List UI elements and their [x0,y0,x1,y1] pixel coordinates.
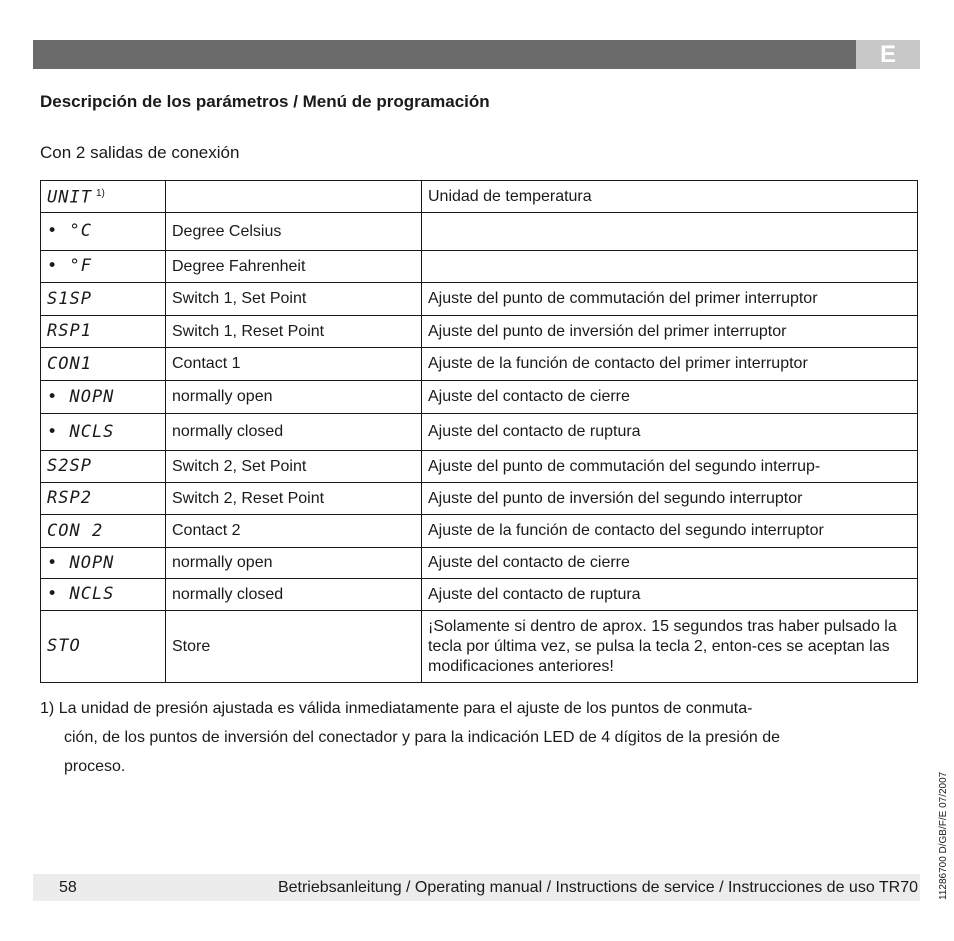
param-description: Unidad de temperatura [422,181,918,213]
param-code: S1SP [41,283,166,316]
param-name: Switch 2, Set Point [166,451,422,483]
param-description: Ajuste del punto de commutación del segundo interrup- [422,451,918,483]
param-name: normally closed [166,414,422,451]
footnote-line-1: La unidad de presión ajustada es válida inmediatamente para el ajuste de los puntos de conmuta- [58,700,753,717]
table-row [41,451,918,483]
param-code: • NCLS [41,579,166,611]
table-row [41,251,918,283]
param-code: • °F [41,251,166,283]
footnote-line-3: proceso. [64,758,126,775]
param-description: Ajuste del contacto de cierre [422,381,918,414]
param-name: Switch 1, Reset Point [166,316,422,348]
table-row [41,483,918,515]
param-name: Contact 2 [166,515,422,548]
param-name: Degree Celsius [166,213,422,251]
table-row [41,611,918,683]
subtitle: Con 2 salidas de conexión [40,143,240,162]
param-code: STO [41,611,166,683]
language-badge: E [856,40,920,69]
param-description: Ajuste de la función de contacto del primer interruptor [422,348,918,381]
param-description: Ajuste del contacto de ruptura [422,414,918,451]
param-name: normally open [166,548,422,579]
param-name: Switch 1, Set Point [166,283,422,316]
param-description [422,251,918,283]
param-description: Ajuste de la función de contacto del segundo interruptor [422,515,918,548]
manual-title: Betriebsanleitung / Operating manual / Instructions de service / Instrucciones de uso TR70 [277,879,918,896]
param-name: normally open [166,381,422,414]
param-code: CON1 [41,348,166,381]
parameter-table [40,180,918,683]
page-number: 58 [59,879,77,896]
param-name: Store [166,611,422,683]
table-row [41,548,918,579]
param-code: • NCLS [41,414,166,451]
table-row [41,579,918,611]
param-description: Ajuste del punto de commutación del primer interruptor [422,283,918,316]
param-code: RSP1 [41,316,166,348]
table-row [41,414,918,451]
table-row [41,213,918,251]
table-row [41,515,918,548]
document-code: 11286700 D/GB/F/E 07/2007 [938,771,949,900]
param-name: Contact 1 [166,348,422,381]
param-code: CON 2 [41,515,166,548]
param-code: RSP2 [41,483,166,515]
param-name: Switch 2, Reset Point [166,483,422,515]
param-description: Ajuste del punto de inversión del primer interruptor [422,316,918,348]
param-name: Degree Fahrenheit [166,251,422,283]
section-title: Descripción de los parámetros / Menú de programación [40,92,490,111]
footnote-marker: 1) [40,700,55,717]
param-description [422,213,918,251]
param-code: • °C [41,213,166,251]
footer-bar [33,874,920,901]
param-description: Ajuste del punto de inversión del segundo interruptor [422,483,918,515]
footnote-line-2: ción, de los puntos de inversión del conectador y para la indicación LED de 4 dígitos de la presión de [64,729,781,746]
param-description: Ajuste del contacto de ruptura [422,579,918,611]
table-row [41,381,918,414]
param-name: normally closed [166,579,422,611]
param-code: • NOPN [41,548,166,579]
param-description: ¡Solamente si dentro de aprox. 15 segundos tras haber pulsado la tecla por última vez, se pulsa la tecla 2, enton-ces se aceptan las modificaciones anteriores! [422,611,918,683]
table-row [41,316,918,348]
param-description: Ajuste del contacto de cierre [422,548,918,579]
param-name [166,181,422,213]
footnote [40,694,900,781]
table-row [41,348,918,381]
table-row [41,181,918,213]
param-code: UNIT $^{1)}$ [41,181,166,213]
table-row [41,283,918,316]
param-code: • NOPN [41,381,166,414]
header-bar [33,40,920,69]
param-code: S2SP [41,451,166,483]
